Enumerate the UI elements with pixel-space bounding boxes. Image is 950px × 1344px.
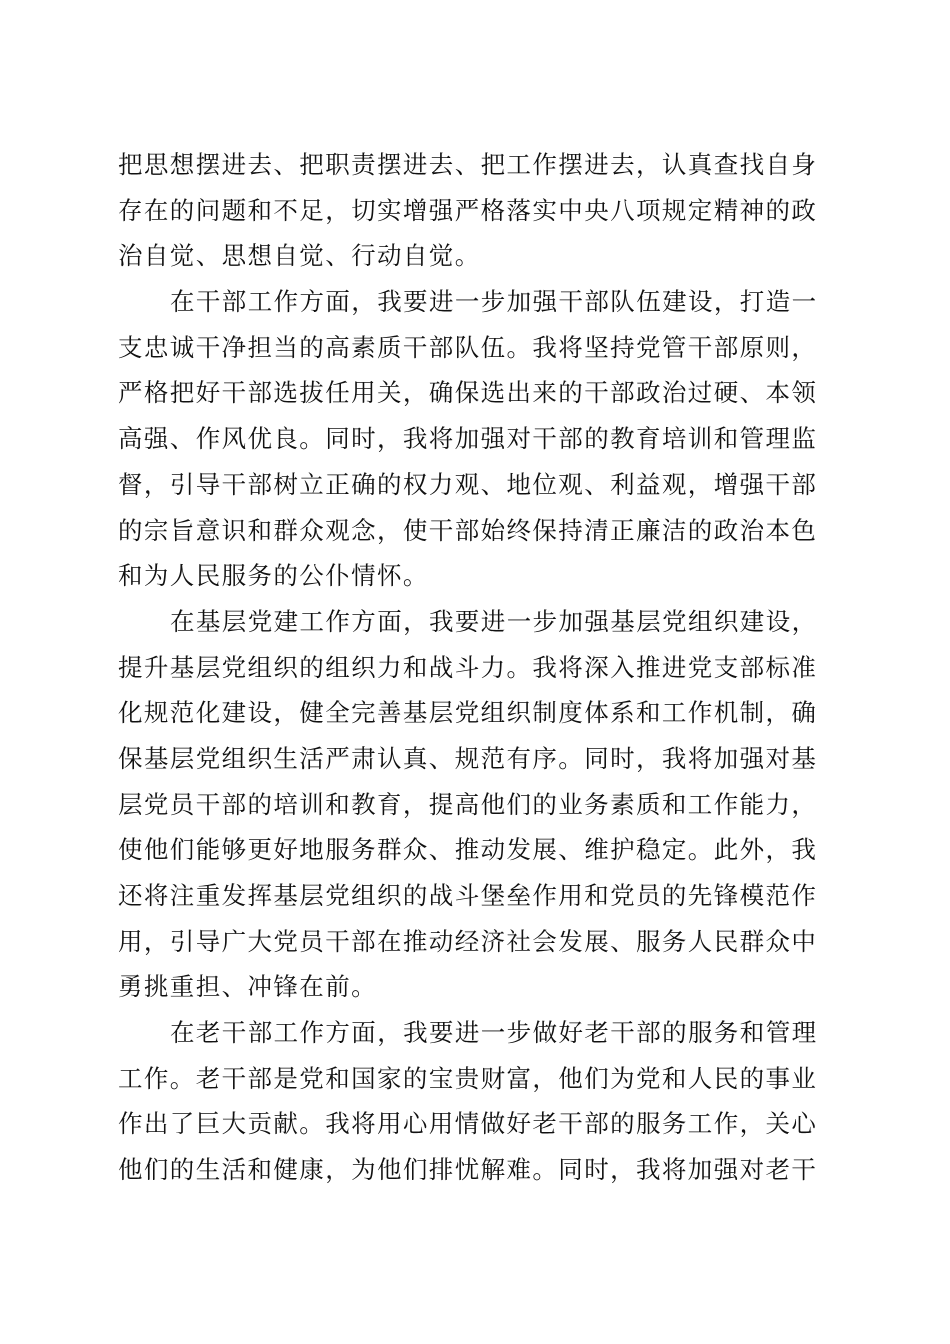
text-line: 保基层党组织生活严肃认真、规范有序。同时，我将加强对基 xyxy=(118,743,818,773)
text-line: 作出了巨大贡献。我将用心用情做好老干部的服务工作，关心 xyxy=(118,1109,818,1139)
text-line: 在干部工作方面，我要进一步加强干部队伍建设，打造一 xyxy=(170,287,818,317)
paragraph-grassroots-party-building xyxy=(118,599,830,1010)
text-line: 使他们能够更好地服务群众、推动发展、维护稳定。此外，我 xyxy=(118,835,818,865)
body-text xyxy=(118,142,830,1193)
text-line: 层党员干部的培训和教育，提高他们的业务素质和工作能力， xyxy=(118,789,818,819)
text-line: 和为人民服务的公仆情怀。 xyxy=(118,561,429,591)
text-line: 治自觉、思想自觉、行动自觉。 xyxy=(118,241,481,271)
text-line: 的宗旨意识和群众观念，使干部始终保持清正廉洁的政治本色 xyxy=(118,515,818,545)
text-line: 支忠诚干净担当的高素质干部队伍。我将坚持党管干部原则， xyxy=(118,332,818,362)
text-line: 工作。老干部是党和国家的宝贵财富，他们为党和人民的事业 xyxy=(118,1063,818,1093)
text-line: 还将注重发挥基层党组织的战斗堡垒作用和党员的先锋模范作 xyxy=(118,881,818,910)
paragraph-cadre-work xyxy=(118,279,830,599)
text-line: 在老干部工作方面，我要进一步做好老干部的服务和管理 xyxy=(170,1018,818,1048)
text-line: 化规范化建设，健全完善基层党组织制度体系和工作机制，确 xyxy=(118,698,818,728)
text-line: 存在的问题和不足，切实增强严格落实中央八项规定精神的政 xyxy=(118,195,818,225)
text-line: 用，引导广大党员干部在推动经济社会发展、服务人民群众中 xyxy=(118,926,818,956)
paragraph-continuation xyxy=(118,142,830,279)
text-line: 勇挑重担、冲锋在前。 xyxy=(118,972,377,1002)
text-line: 提升基层党组织的组织力和战斗力。我将深入推进党支部标准 xyxy=(118,652,818,682)
text-line: 督，引导干部树立正确的权力观、地位观、利益观，增强干部 xyxy=(118,469,818,499)
text-line: 在基层党建工作方面，我要进一步加强基层党组织建设， xyxy=(170,606,818,636)
text-line: 他们的生活和健康，为他们排忧解难。同时，我将加强对老干 xyxy=(118,1155,818,1185)
text-line: 严格把好干部选拔任用关，确保选出来的干部政治过硬、本领 xyxy=(118,378,818,408)
text-line: 高强、作风优良。同时，我将加强对干部的教育培训和管理监 xyxy=(118,424,818,454)
text-line: 把思想摆进去、把职责摆进去、把工作摆进去，认真查找自身 xyxy=(118,150,818,179)
paragraph-retired-cadre-work xyxy=(118,1010,830,1193)
